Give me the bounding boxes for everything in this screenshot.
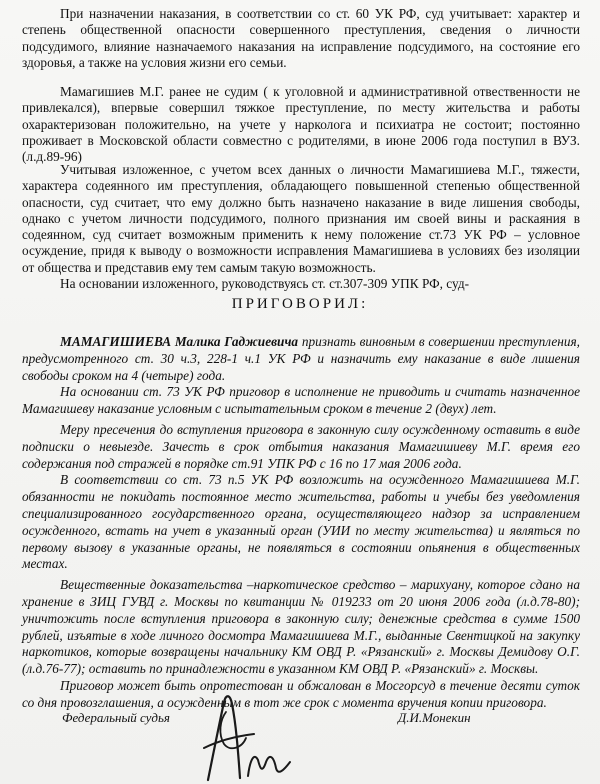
handwritten-signature [190,690,300,784]
verdict-item-appeal: Приговор может быть опротестован и обжалован в Мосгорсуд в течение десяти суток со дня провозглашения, а осужденным в тот же срок с момента вручения копии приговора. [22,677,580,710]
body-text-3 [22,162,580,292]
defendant-name: МАМАГИШИЕВА Малика Гаджиевича [60,334,299,349]
paragraph-sentencing-considerations: При назначении наказания, в соответствии со ст. 60 УК РФ, суд учитывает: характер и степень общественной опасности совершенного преступления, сведения о личности подсудимого, влияние назначаемого наказания на исправление подсудимого, на состояние его здоровья, а также на условия жизни его семьи. [22,6,580,70]
paragraph-court-reasoning: Учитывая изложенное, с учетом всех данных о личности Мамагишиева М.Г., тяжести, характера содеянного им преступления, обладающего повышенной степенью общественной опасности, суд считает, что ему должно быть назначено наказание в виде лишения свободы, однако с учетом личности подсудимого, полного признания им своей вины и раскаяния в содеянном, суд считает возможным применить к нему положение ст.73 УК РФ – условное осуждение, придя к выводу о возможности исправления Мамагишиева в условиях без изоляции от общества и представив ему тем самым такую возможность. [22,162,580,275]
verdict-item-conditional: На основании ст. 73 УК РФ приговор в исполнение не приводить и считать назначенное Мамагишеву наказание условным с испытательным сроком в течение 2 (двух) лет. [22,384,580,417]
verdict-heading: ПРИГОВОРИЛ: [231,296,369,312]
body-text [22,6,580,71]
verdict-text [22,334,580,712]
verdict-item-obligations: В соответствии со ст. 73 п.5 УК РФ возложить на осужденного Мамагишиева М.Г. обязанности не покидать постоянное место жительства, работы и учебы без уведомления специализированного государственного органа, осуществляющего надзор за исправлением осужденного, встать на учет в указанный орган (УИИ по месту жительства) и являться по первому вызову в указанные органы, не появляться в состоянии опьянения в общественных местах. [22,472,580,572]
paragraph-defendant-character: Мамагишиев М.Г. ранее не судим ( к уголовной и административной отвественности не привлекался), впервые совершил тяжкое преступление, по месту жительства и работы охарактеризован положительно, на учете у нарколога и психиатра не состоит; постоянно проживает в Московской области совместно с родителями, в июне 2006 года поступил в ВУЗ. (л.д.89-96) [22,84,580,165]
body-text-2 [22,84,580,165]
verdict-guilty-text: признать виновным в совершении преступления, предусмотренного ст. 30 ч.3, 228-1 ч.1 УК РФ и назначить ему наказание в виде лишения свободы сроком на 4 (четыре) года. [22,334,580,383]
verdict-item-preventive-measure: Меру пресечения до вступления приговора в законную силу осужденному оставить в виде подписки о невыезде. Зачесть в срок отбытия наказания Мамагишиеву М.Г. время его содержания под стражей в порядке ст.91 УПК РФ с 16 по 17 мая 2006 года. [22,421,580,471]
paragraph-legal-basis: На основании изложенного, руководствуясь ст. ст.307-309 УПК РФ, суд- [60,276,470,292]
verdict-item-evidence: Вещественные доказательства –наркотическое средство – марихуану, которое сдано на хранение в ЗИЦ ГУВД г. Москвы по квитанции № 019233 от 20 июня 2006 года (л.д.78-80); уничтожить после вступления приговора в законную силу; денежные средства в сумме 1500 рублей, изъятые в ходе личного досмотра Мамагишиева М.Г., выданные Свентицкой на закупку наркотиков, которые возвращены начальнику КМ ОВД Р. «Рязанский» г. Москвы Демидову О.Г. (л.д.76-77); оставить по принадлежности в указанном КМ ОВД Р. «Рязанский» г. Москвы. [22,577,580,677]
verdict-guilty [22,334,580,384]
judge-name: Д.И.Монекин [398,710,471,725]
judge-title: Федеральный судья [62,710,170,725]
